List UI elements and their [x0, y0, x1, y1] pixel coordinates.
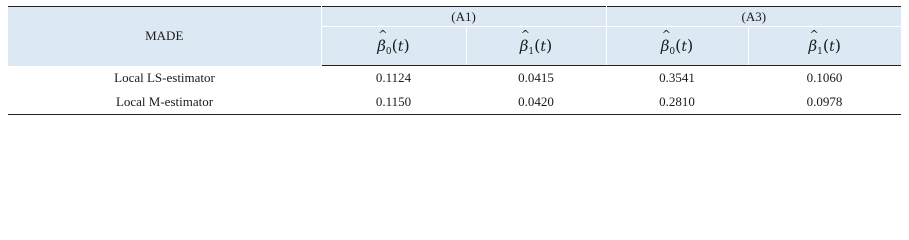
- made-comparison-table: [8, 6, 901, 115]
- table-cell: 0.1150: [375, 94, 412, 109]
- beta-symbol: ^ $\beta_1$: [808, 27, 823, 57]
- table-cell: 0.3541: [659, 70, 695, 85]
- header-beta1-a3: ^ $\beta_1(t)$: [748, 27, 901, 66]
- header-beta0-a3: ^ $\beta_0(t)$: [606, 27, 748, 66]
- beta-symbol: ^ $\beta_0$: [377, 27, 392, 57]
- group-header-row: [8, 7, 901, 27]
- table-cell: 0.1124: [375, 70, 412, 85]
- beta-symbol: ^ $\beta_0$: [660, 27, 676, 57]
- made-header: MADE: [8, 7, 321, 66]
- table-cell: 0.0978: [806, 94, 843, 109]
- row-label: Local LS-estimator: [114, 69, 215, 85]
- table-cell: 0.0420: [518, 94, 554, 109]
- group-header-a1: (A1): [321, 7, 606, 27]
- table-row: [8, 66, 901, 91]
- table-row: [8, 90, 901, 115]
- results-table-container: [8, 6, 901, 115]
- table-cell: 0.1060: [806, 70, 843, 85]
- table-cell: 0.2810: [659, 94, 695, 109]
- header-beta0-a1: ^ $\beta_0(t)$: [321, 27, 466, 66]
- beta-symbol: ^ $\beta_1$: [519, 27, 535, 57]
- group-header-a3: (A3): [606, 7, 901, 27]
- header-beta1-a1: ^ $\beta_1(t)$: [466, 27, 606, 66]
- table-cell: 0.0415: [518, 70, 554, 85]
- row-label: Local M-estimator: [115, 94, 214, 109]
